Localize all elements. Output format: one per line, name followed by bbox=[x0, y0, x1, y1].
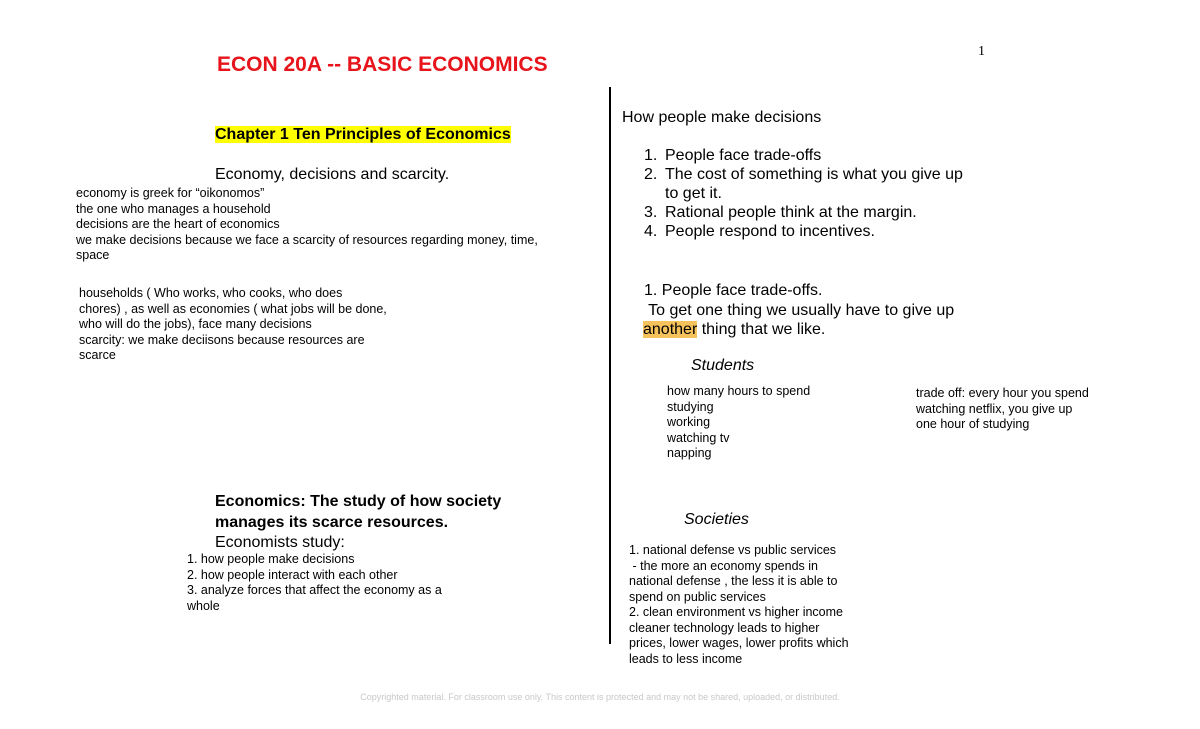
tradeoff-note bbox=[916, 386, 1089, 433]
society-item: leads to less income bbox=[629, 651, 743, 666]
student-item: how many hours to spend bbox=[667, 384, 811, 398]
page-number: 1 bbox=[978, 44, 985, 59]
students-list bbox=[667, 384, 810, 462]
note-line: decisions are the heart of economics bbox=[76, 217, 280, 231]
principles-list bbox=[644, 146, 963, 241]
societies-label: Societies bbox=[684, 511, 749, 528]
note-line: we make decisions because we face a scarcity of resources regarding money, time, bbox=[76, 232, 538, 247]
society-item: 2. clean environment vs higher income bbox=[629, 605, 844, 619]
note-line: households ( Who works, who cooks, who does bbox=[79, 286, 343, 300]
study-item: 2. how people interact with each other bbox=[187, 567, 398, 582]
society-item: spend on public services bbox=[629, 589, 766, 604]
notes-block-1 bbox=[76, 186, 538, 264]
principle-item: 1. People face trade-offs bbox=[644, 147, 822, 164]
student-item: working bbox=[667, 415, 711, 429]
note-line: who will do the jobs), face many decisions bbox=[79, 317, 312, 331]
tradeoff-title: 1. People face trade-offs. bbox=[644, 282, 823, 299]
economics-definition bbox=[215, 491, 501, 553]
note-line: economy is greek for “oikonomos” bbox=[76, 186, 265, 200]
note-line: the one who manages a household bbox=[76, 201, 271, 216]
principle-item: 3. Rational people think at the margin. bbox=[644, 204, 917, 221]
study-item: 3. analyze forces that affect the economy as a bbox=[187, 583, 442, 597]
note-line: one hour of studying bbox=[916, 417, 1030, 431]
note-line: scarce bbox=[79, 348, 116, 362]
definition-line: manages its scarce resources. bbox=[215, 514, 449, 531]
notes-block-2 bbox=[79, 286, 387, 364]
study-item: 1. how people make decisions bbox=[187, 552, 355, 566]
study-item: whole bbox=[187, 598, 220, 613]
society-item: - the more an economy spends in bbox=[629, 558, 818, 573]
note-line: chores) , as well as economies ( what jobs will be done, bbox=[79, 301, 387, 316]
definition-line: Economics: The study of how society bbox=[215, 493, 502, 510]
note-line: watching netflix, you give up bbox=[916, 401, 1073, 416]
student-item: studying bbox=[667, 399, 714, 414]
tradeoff-line: To get one thing we usually have to give up bbox=[644, 301, 955, 319]
document-title: ECON 20A -- BASIC ECONOMICS bbox=[217, 53, 548, 76]
tradeoff-line: another thing that we like. bbox=[643, 321, 826, 338]
society-item: national defense , the less it is able to bbox=[629, 574, 838, 588]
right-heading: How people make decisions bbox=[622, 109, 822, 126]
student-item: watching tv bbox=[667, 430, 730, 445]
principle-item: 4. People respond to incentives. bbox=[644, 223, 875, 240]
student-item: napping bbox=[667, 446, 712, 460]
study-list bbox=[187, 552, 442, 614]
chapter-heading bbox=[215, 126, 511, 144]
society-item: prices, lower wages, lower profits which bbox=[629, 636, 849, 650]
tradeoff-explanation bbox=[644, 281, 954, 340]
societies-list bbox=[629, 543, 849, 667]
section-subtitle: Economy, decisions and scarcity. bbox=[215, 166, 450, 183]
note-line: scarcity: we make deciisons because resources are bbox=[79, 332, 365, 347]
principle-item: to get it. bbox=[665, 185, 722, 202]
copyright-watermark: Copyrighted material. For classroom use only. This content is protected and may not be shared, uploaded, or distributed. bbox=[360, 692, 840, 702]
principle-item: 2. The cost of something is what you give up bbox=[644, 166, 963, 183]
economists-study-label: Economists study: bbox=[215, 534, 345, 551]
highlighted-word: another bbox=[643, 321, 698, 338]
note-line: space bbox=[76, 248, 110, 262]
note-line: trade off: every hour you spend bbox=[916, 386, 1089, 400]
students-label: Students bbox=[691, 357, 755, 374]
society-item: 1. national defense vs public services bbox=[629, 543, 837, 557]
society-item: cleaner technology leads to higher bbox=[629, 620, 820, 635]
chapter-heading-text: Chapter 1 Ten Principles of Economics bbox=[215, 126, 511, 143]
column-divider bbox=[609, 87, 611, 644]
